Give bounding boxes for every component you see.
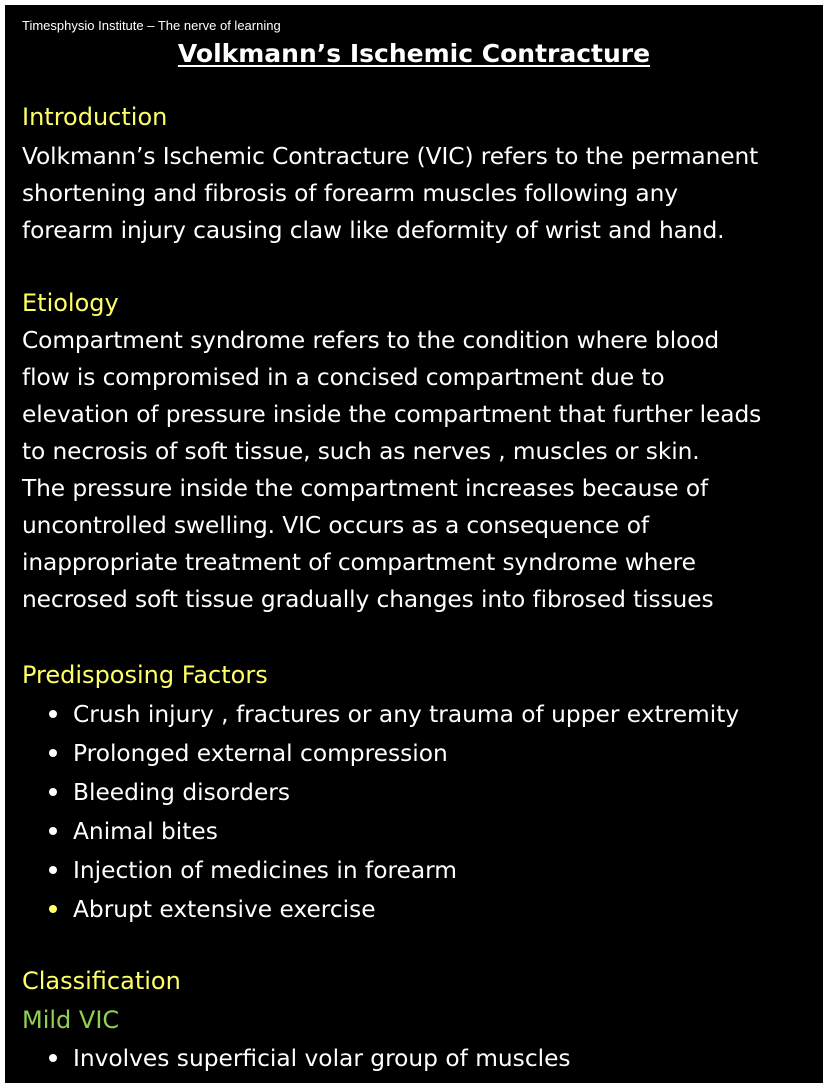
slide [5,5,823,1083]
list-item-text: Crush injury , fractures or any trauma of upper extremity [73,701,740,728]
list-item [49,857,457,884]
bullet-dot-icon [49,866,57,874]
list-item [49,896,376,923]
bullet-dot-icon [49,749,57,757]
etiology-line: elevation of pressure inside the compartment that further leads [22,401,762,428]
bullet-dot-icon [49,827,57,835]
etiology-line: to necrosis of soft tissue, such as nerves , muscles or skin. [22,438,700,465]
etiology-heading: Etiology [22,289,119,317]
list-item [49,740,448,767]
etiology-line: Compartment syndrome refers to the condition where blood [22,327,720,354]
etiology-line: flow is compromised in a concised compartment due to [22,364,665,391]
list-item-text: Bleeding disorders [73,779,290,806]
list-item-text: Prolonged external compression [73,740,448,767]
introduction-heading: Introduction [22,103,168,131]
list-item [49,1045,571,1072]
introduction-line: shortening and fibrosis of forearm muscles following any [22,180,678,207]
etiology-line: inappropriate treatment of compartment syndrome where [22,549,696,576]
introduction-line: Volkmann’s Ischemic Contracture (VIC) refers to the permanent [22,143,759,170]
list-item [49,779,290,806]
list-item-text: Abrupt extensive exercise [73,896,376,923]
bullet-dot-icon [49,1054,57,1062]
page-title: Volkmann’s Ischemic Contracture [177,39,651,68]
bullet-dot-icon [49,788,57,796]
list-item [49,818,218,845]
predisposing-heading: Predisposing Factors [22,661,268,689]
etiology-line: necrosed soft tissue gradually changes into fibrosed tissues [22,586,714,613]
list-item-text: Injection of medicines in forearm [73,857,457,884]
etiology-line: The pressure inside the compartment increases because of [22,475,709,502]
etiology-line: uncontrolled swelling. VIC occurs as a consequence of [22,512,649,539]
list-item-text: Involves superficial volar group of muscles [73,1045,571,1072]
bullet-dot-icon [49,905,57,913]
institute-header: Timesphysio Institute – The nerve of learning [22,18,281,33]
mild-vic-subheading: Mild VIC [22,1006,120,1034]
list-item [49,701,739,728]
classification-heading: Classification [22,967,181,995]
list-item-text: Animal bites [73,818,218,845]
bullet-dot-icon [49,710,57,718]
introduction-line: forearm injury causing claw like deformity of wrist and hand. [22,217,725,244]
